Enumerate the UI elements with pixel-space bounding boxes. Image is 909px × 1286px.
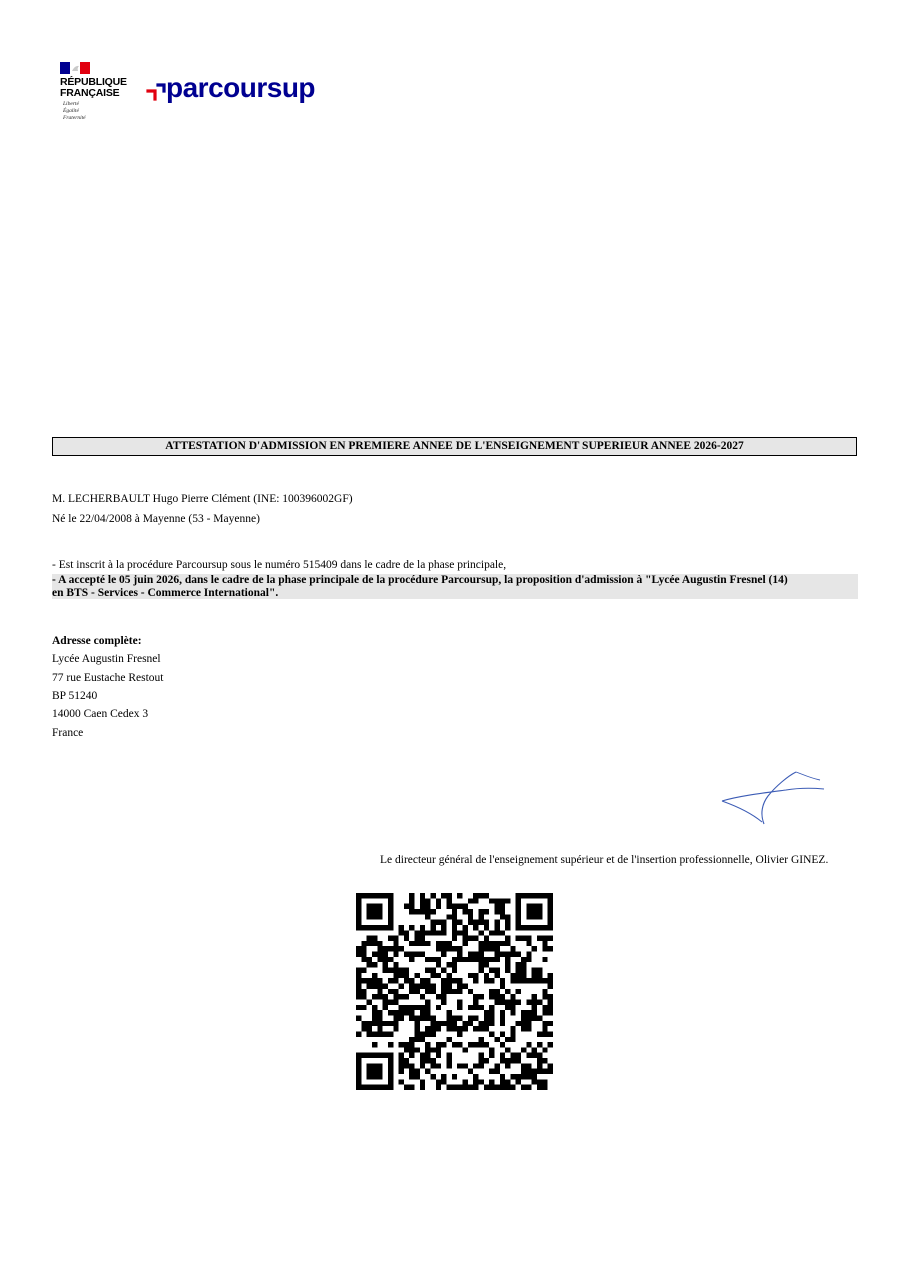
rf-motto-egalite: Égalité: [63, 108, 79, 114]
document-title: ATTESTATION D'ADMISSION EN PREMIERE ANNEE DE L'ENSEIGNEMENT SUPERIEUR ANNEE 2026-2027: [52, 437, 857, 456]
handwritten-signature-icon: [718, 768, 828, 826]
address-heading: Adresse complète:: [52, 635, 142, 647]
republique-francaise-logo: [60, 62, 136, 126]
rf-motto-fraternite: Fraternité: [63, 115, 86, 121]
acceptance-line1: - A accepté le 05 juin 2026, dans le cadre de la phase principale de la procédure Parcoursup, la proposition d'admission à "Lycée Augustin Fresnel (14): [52, 574, 788, 586]
student-birth: Né le 22/04/2008 à Mayenne (53 - Mayenne): [52, 513, 260, 525]
parcoursup-logo: [146, 72, 332, 106]
address-line: 14000 Caen Cedex 3: [52, 708, 149, 720]
acceptance-line2: en BTS - Services - Commerce International".: [52, 586, 279, 599]
signatory-line: Le directeur général de l'enseignement supérieur et de l'insertion professionnelle, Olivier GINEZ.: [380, 854, 829, 866]
rf-line1: RÉPUBLIQUE: [60, 76, 127, 88]
acceptance-statement: [52, 574, 858, 599]
address-line: Lycée Augustin Fresnel: [52, 653, 161, 665]
registration-statement: - Est inscrit à la procédure Parcoursup sous le numéro 515409 dans le cadre de la phase principale,: [52, 559, 507, 571]
rf-motto-liberte: Liberté: [63, 101, 79, 107]
french-flag-icon: [60, 62, 90, 74]
qr-code-icon: [356, 893, 553, 1090]
parcoursup-wordmark: parcoursup: [166, 72, 316, 103]
rf-line2: FRANÇAISE: [60, 87, 120, 99]
student-identity: M. LECHERBAULT Hugo Pierre Clément (INE: 100396002GF): [52, 493, 353, 505]
address-line: 77 rue Eustache Restout: [52, 672, 164, 684]
address-line: France: [52, 727, 84, 739]
parcoursup-arrow-icon: [146, 82, 166, 102]
address-line: BP 51240: [52, 690, 98, 702]
